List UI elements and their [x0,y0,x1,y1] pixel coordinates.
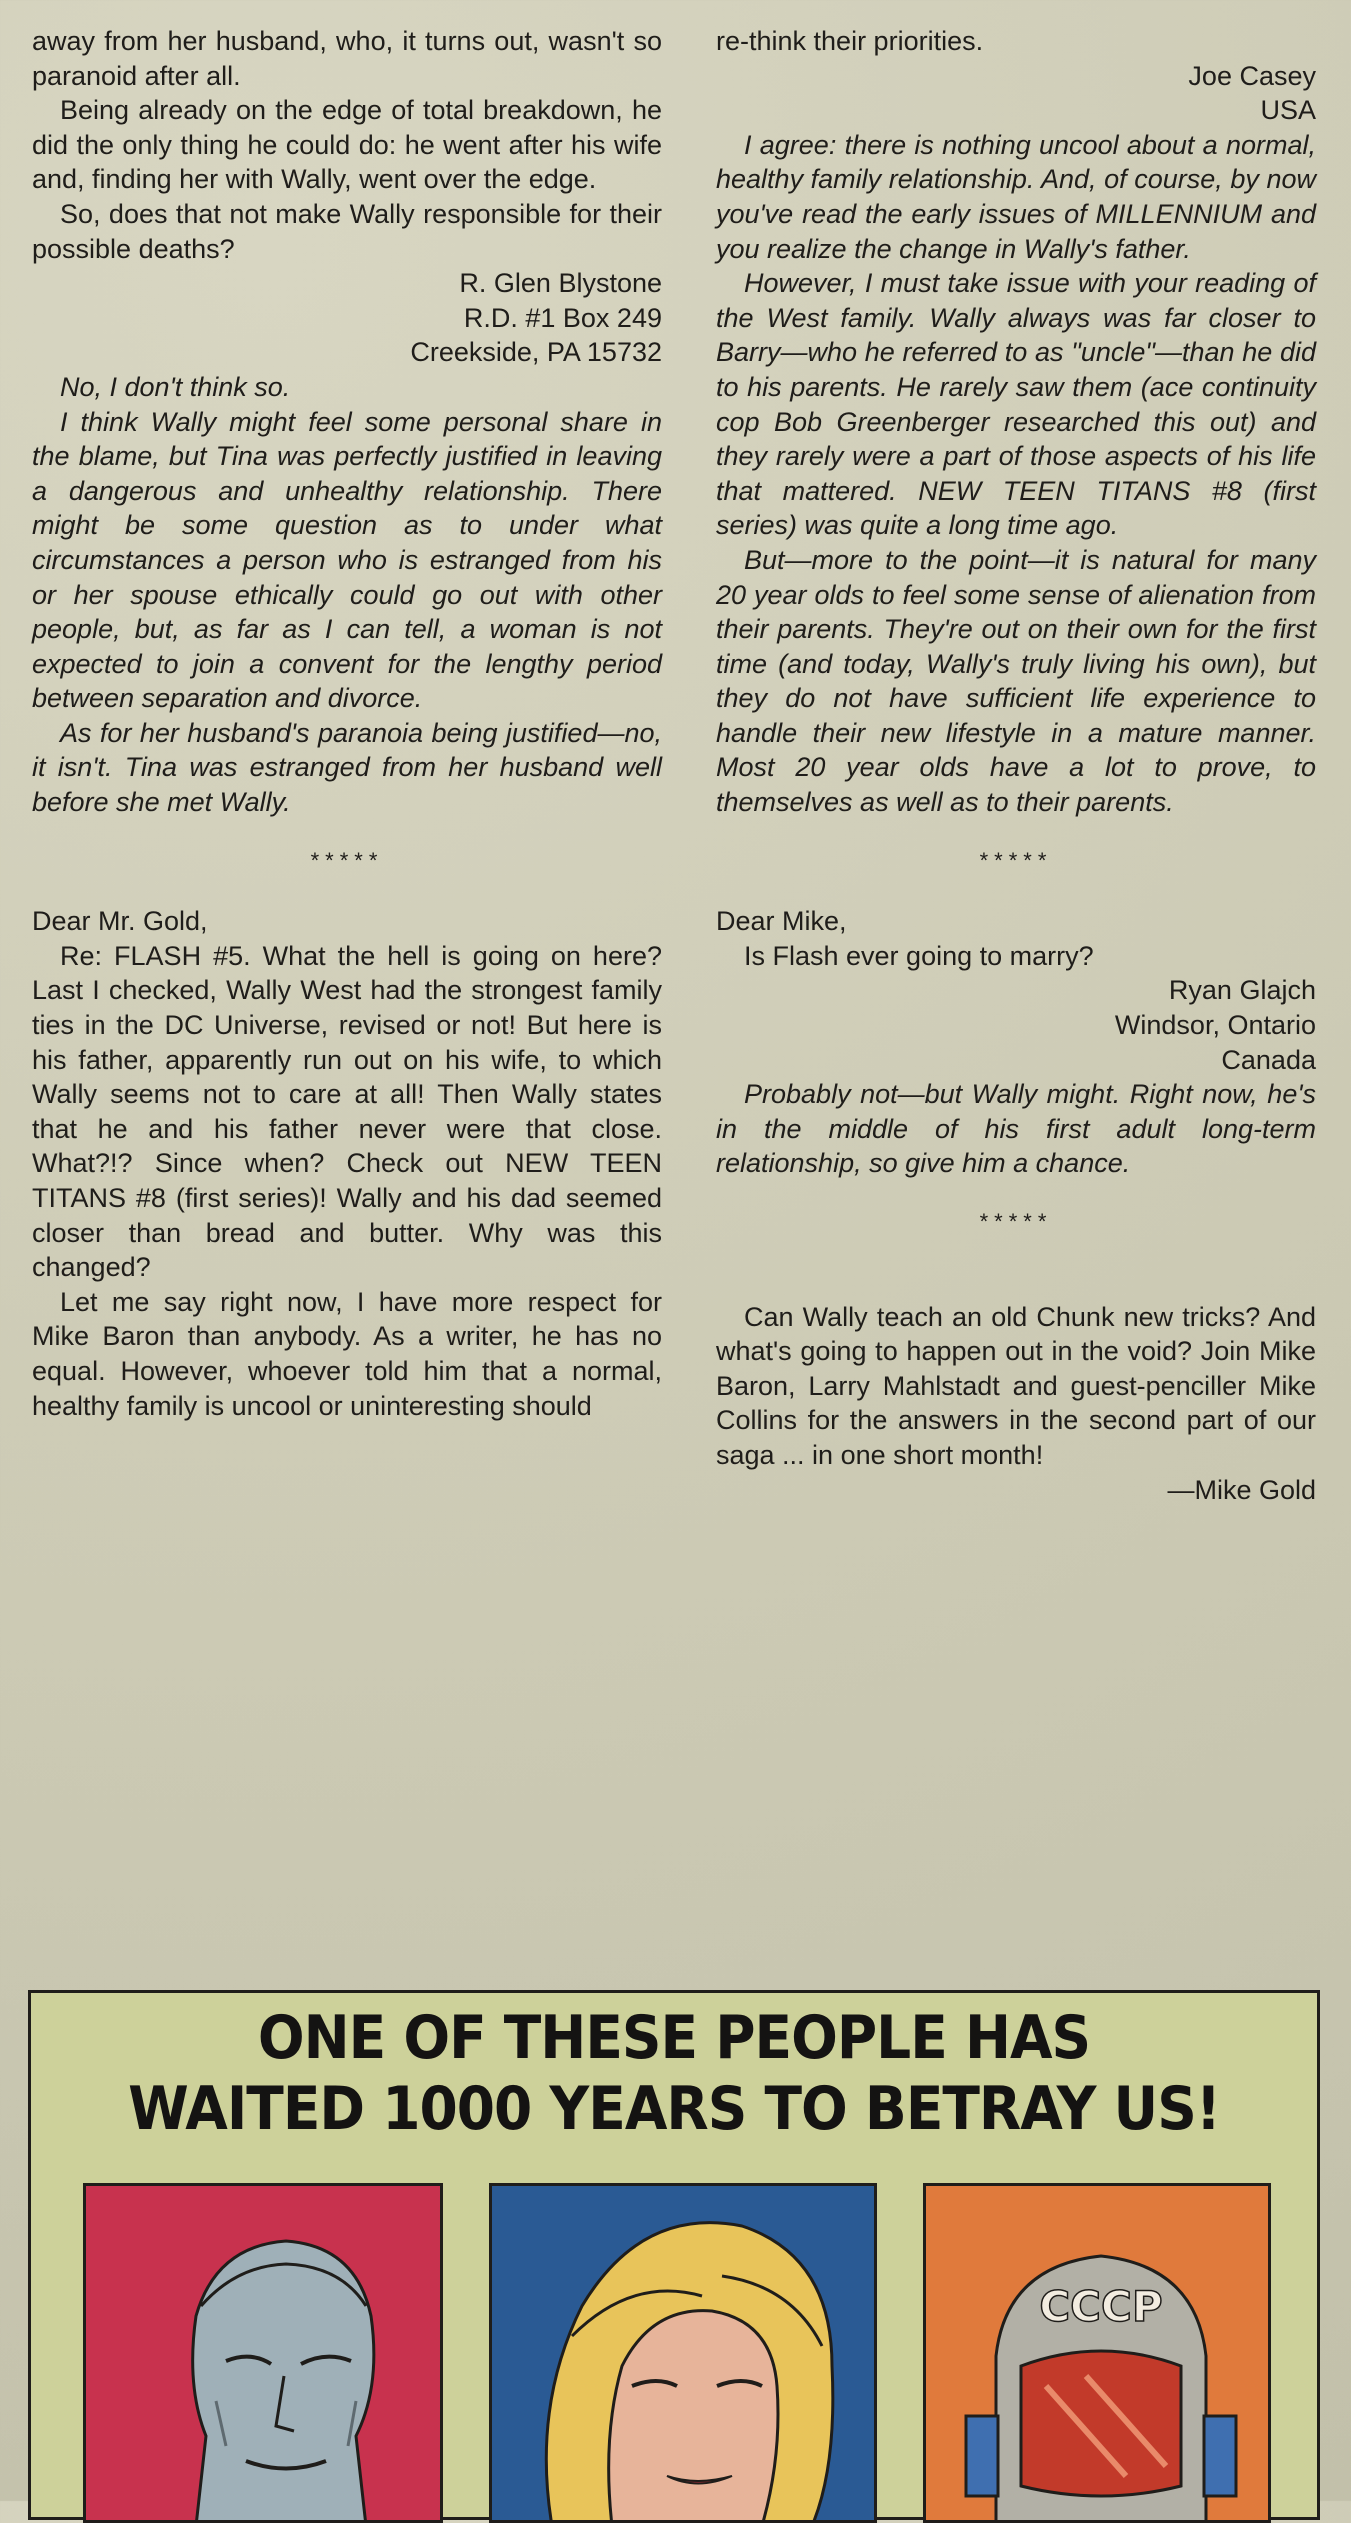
signature-name: Joe Casey [1188,60,1316,91]
editor-reply: However, I must take issue with your reading of the West family. Wally always was far closer to Barry—who he referred to as "uncle"—than he did to his parents. He rarely saw them (ace continuity cop Bob Greenberger researched this out) and they rarely were a part of those aspects of his life that mattered. NEW TEEN TITANS #8 (first series) was quite a long time ago. [716,268,1316,541]
separator: ***** [979,847,1053,873]
letter1-paragraph: away from her husband, who, it turns out, wasn't so paranoid after all. [32,26,662,91]
editor-reply: But—more to the point—it is natural for many 20 year olds to feel some sense of alienation from their parents. They're out on their own for the first time (and today, Wally's truly living his own), but they do not have sufficient life experience to handle their new lifestyle in a mature manner. Most 20 year olds have a lot to prove, to themselves as well as to their parents. [716,544,1316,818]
right-column [716,24,1316,1507]
letter3-salutation: Dear Mike, [716,906,847,937]
signature-address: R.D. #1 Box 249 [463,302,662,333]
editor-reply: Probably not—but Wally might. Right now, he's in the middle of his first adult long-term relationship, so give him a chance. [716,1079,1316,1179]
silver-man-illustration [86,2186,443,2523]
separator: ***** [310,847,384,873]
closing-paragraph: Can Wally teach an old Chunk new tricks? And what's going to happen out in the void? Join Mike Baron, Larry Mahlstadt and guest-penciller Mike Collins for the answers in the second part of our saga ... in one short month! [716,1301,1316,1470]
left-column [32,24,662,1423]
signature-address: Canada [1221,1044,1316,1075]
signature-name: R. Glen Blystone [459,268,662,299]
ad-headline-line: ONE OF THESE PEOPLE HAS [257,2002,1091,2072]
letter1-paragraph: So, does that not make Wally responsible for their possible deaths? [32,198,662,264]
spacer [716,1266,1316,1300]
editor-reply: As for her husband's paranoia being justified—no, it isn't. Tina was estranged from her husband well before she met Wally. [32,717,662,818]
editor-reply: I think Wally might feel some personal share in the blame, but Tina was perfectly justified in leaving a dangerous and unhealthy relationship. There might be some question as to under what circumstances a person who is estranged from his or her spouse ethically could go out with other people, but, as far as I can tell, a woman is not expected to join a convent for the lengthy period between separation and divorce. [32,406,662,714]
signature-name: Ryan Glajch [1168,975,1316,1006]
letter2-paragraph: Re: FLASH #5. What the hell is going on here? Last I checked, Wally West had the strongest family ties in the DC Universe, revised or not! But here is his father, apparently run out on his wife, to which Wally seems not to care at all! Then Wally states that he and his father never were that close. What?!? Since when? Check out NEW TEEN TITANS #8 (first series)! Wally and his dad seemed closer than bread and butter. Why was this changed? [32,940,662,1283]
helmet-text: CCCP [1039,2282,1163,2331]
ad-panel-red-face [83,2183,443,2523]
blonde-woman-illustration [492,2186,877,2523]
signature-address: Creekside, PA 15732 [410,337,662,368]
letter2-paragraph: Let me say right now, I have more respect for Mike Baron than anybody. As a writer, he has no equal. However, whoever told him that a normal, healthy family is uncool or uninteresting should [32,1286,662,1421]
ad-panel-blue-woman [489,2183,877,2523]
separator: ***** [979,1209,1053,1234]
advertisement [28,1990,1320,2520]
letter2-paragraph: re-think their priorities. [716,26,984,56]
ad-panel-orange-robot [923,2183,1271,2523]
signature-address: USA [1260,95,1316,126]
robot-helmet-illustration [926,2186,1271,2523]
ad-headline [31,2002,1317,2145]
closing-signature: —Mike Gold [1167,1474,1316,1505]
signature-address: Windsor, Ontario [1114,1010,1316,1041]
letter3-paragraph: Is Flash ever going to marry? [744,940,1094,971]
letter1-paragraph: Being already on the edge of total breakdown, he did the only thing he could do: he went after his wife and, finding her with Wally, went over the edge. [32,95,662,195]
editor-reply: I agree: there is nothing uncool about a normal, healthy family relationship. And, of course, by now you've read the early issues of MILLENNIUM and you realize the change in Wally's father. [716,129,1316,264]
editor-reply: No, I don't think so. [60,371,291,402]
letter2-salutation: Dear Mr. Gold, [32,906,208,937]
ad-headline-line: WAITED 1000 YEARS TO BETRAY US! [128,2074,1220,2144]
